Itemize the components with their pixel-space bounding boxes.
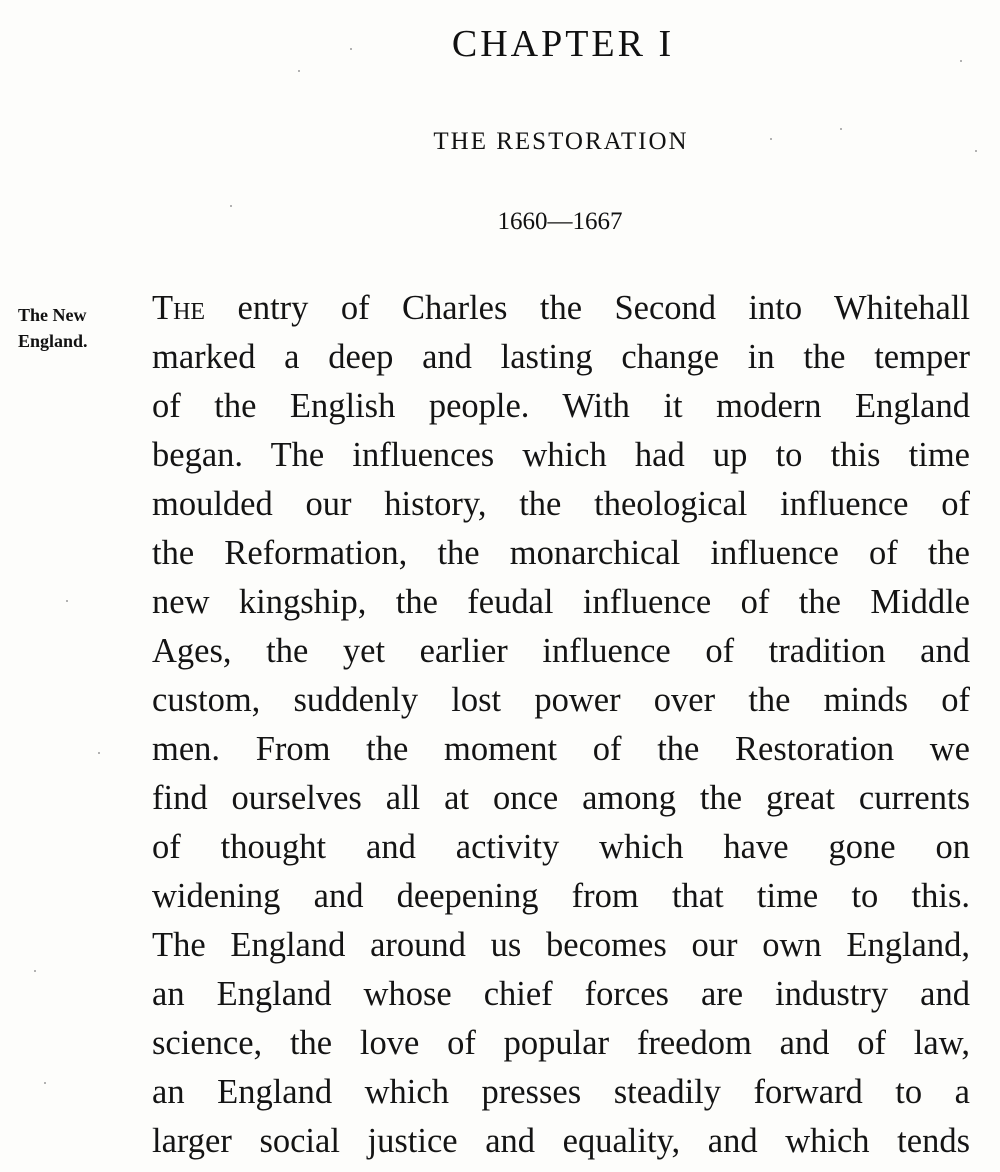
paper-speck (960, 60, 962, 62)
marginal-note (18, 302, 133, 354)
paper-speck (230, 205, 232, 207)
marginal-note-line: The New (18, 305, 87, 325)
body-paragraph (152, 284, 970, 1166)
paragraph-line: The England around us becomes our own England, (152, 926, 970, 964)
paragraph-line: widening and deepening from that time to this. (152, 877, 970, 915)
marginal-note-line: England. (18, 331, 88, 351)
paragraph-line: moulded our history, the theological influence of (152, 485, 970, 523)
paragraph-line: of the English people. With it modern England (152, 387, 970, 425)
paper-speck (34, 970, 36, 972)
paragraph-line: find ourselves all at once among the great currents (152, 779, 970, 817)
paragraph-line: the Reformation, the monarchical influence of the (152, 534, 970, 572)
paragraph-line: new kingship, the feudal influence of the Middle (152, 583, 970, 621)
paragraph-line: larger social justice and equality, and which tends (152, 1122, 970, 1160)
paragraph-line (152, 284, 970, 333)
paper-speck (44, 1082, 46, 1084)
paragraph-line: marked a deep and lasting change in the temper (152, 338, 970, 376)
paragraph-line: custom, suddenly lost power over the minds of (152, 681, 970, 719)
paragraph-line: began. The influences which had up to this time (152, 436, 970, 474)
paper-speck (66, 600, 68, 602)
section-title: THE RESTORATION (433, 128, 689, 155)
chapter-title: CHAPTER I (451, 23, 675, 65)
paragraph-line: men. From the moment of the Restoration we (152, 730, 970, 768)
paragraph-line: science, the love of popular freedom and of law, (152, 1024, 970, 1062)
paragraph-line: an England whose chief forces are industry and (152, 975, 970, 1013)
paper-speck (98, 752, 100, 754)
paragraph-line: of thought and activity which have gone on (152, 828, 970, 866)
paper-speck (975, 150, 977, 152)
paper-speck (350, 48, 352, 50)
opening-word: The (152, 289, 206, 327)
paragraph-line-text: entry of Charles the Second into Whitehall (205, 289, 970, 327)
paragraph-line: an England which presses steadily forward to a (152, 1073, 970, 1111)
date-range: 1660—1667 (497, 208, 623, 235)
paper-speck (840, 128, 842, 130)
paper-speck (298, 70, 300, 72)
paragraph-line: Ages, the yet earlier influence of tradition and (152, 632, 970, 670)
paper-speck (770, 138, 772, 140)
